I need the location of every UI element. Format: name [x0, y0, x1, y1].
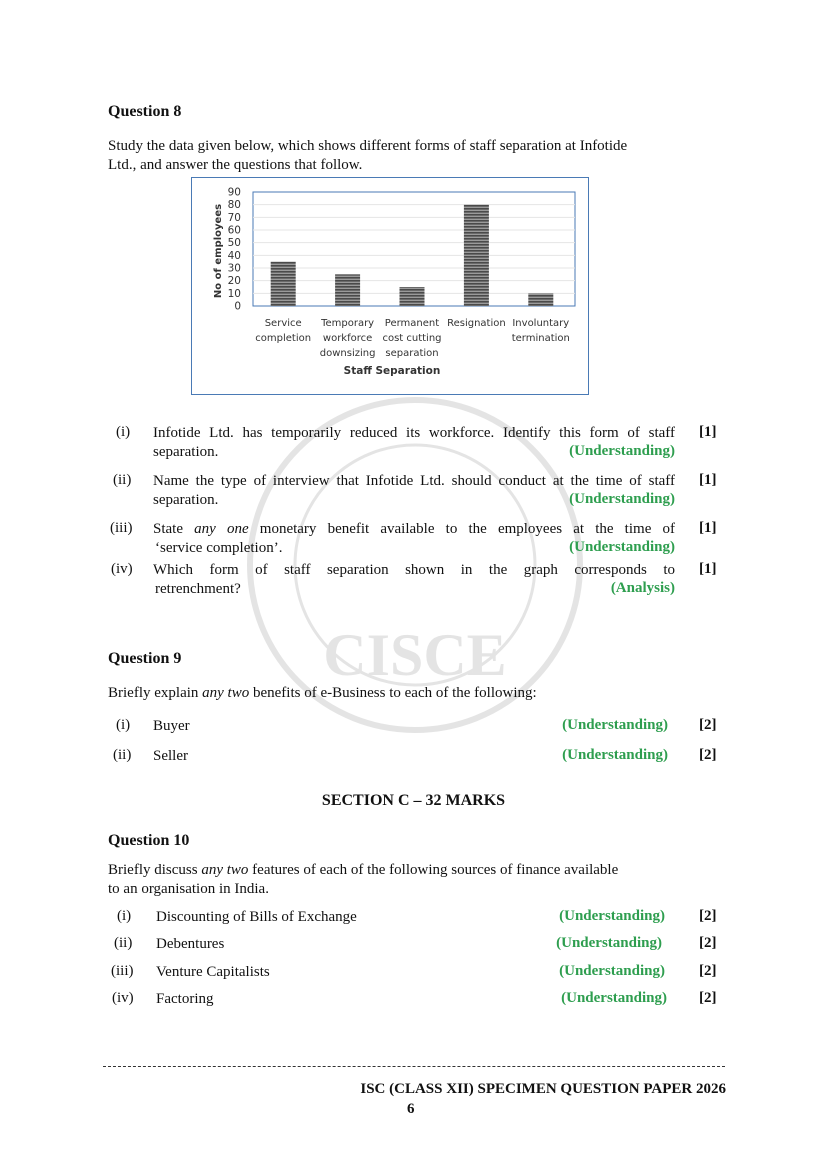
q10-intro-c: features of each of the following sources of finance available — [248, 862, 619, 878]
q10-item1-marks: [2] — [699, 908, 717, 924]
q8-item4-tag: (Analysis) — [610, 580, 675, 596]
chart-category-label-line: termination — [511, 333, 570, 344]
chart-category-label-line: completion — [255, 333, 312, 344]
q9-item1-tag: (Understanding) — [562, 717, 668, 733]
chart-svg — [192, 178, 588, 394]
q10-item1-number: (i) — [117, 908, 132, 924]
q8-item1-line1: Infotide Ltd. has temporarily reduced its workforce. Identify this form of staff — [153, 425, 675, 441]
q8-item1-tag: (Understanding) — [569, 443, 675, 459]
q8-item3-text-c: monetary benefit available to the employees at the time of — [248, 521, 675, 537]
chart-ytick-label: 10 — [227, 287, 241, 300]
chart-bar — [271, 262, 296, 306]
chart-category-label-line: downsizing — [319, 348, 376, 359]
q9-item2-marks: [2] — [699, 747, 717, 763]
chart-category-label — [512, 318, 570, 344]
chart-category-label-line: Involuntary — [512, 318, 570, 329]
chart-category-label-line: workforce — [322, 333, 373, 344]
page-number: 6 — [407, 1101, 415, 1117]
q9-heading: Question 9 — [108, 650, 182, 667]
q8-item3-number: (iii) — [110, 520, 133, 536]
q8-item1-marks: [1] — [699, 424, 717, 440]
chart-category-label — [447, 318, 506, 329]
q10-heading: Question 10 — [108, 832, 190, 849]
q10-item2-text: Debentures — [156, 936, 225, 952]
q10-intro-line2: to an organisation in India. — [108, 881, 269, 897]
section-c-heading: SECTION C – 32 MARKS — [321, 792, 506, 809]
q8-item2-number: (ii) — [113, 472, 132, 488]
q10-item4-tag: (Understanding) — [561, 990, 667, 1006]
chart-ytick-label: 40 — [227, 249, 241, 262]
chart-category-label-line: cost cutting — [382, 333, 442, 344]
q8-item2-marks: [1] — [699, 472, 717, 488]
q10-item4-number: (iv) — [112, 990, 134, 1006]
q10-intro-line1 — [108, 861, 618, 880]
chart-xlabel: Staff Separation — [343, 365, 441, 377]
q10-item3-tag: (Understanding) — [559, 963, 665, 979]
q8-item4-line2: retrenchment? — [155, 581, 241, 597]
q8-item4-marks: [1] — [699, 561, 717, 577]
chart-bar — [464, 205, 489, 306]
chart-ytick-label: 80 — [227, 199, 241, 212]
q8-item3-text-a: State — [153, 521, 195, 537]
q9-item1-marks: [2] — [699, 717, 717, 733]
watermark-text: CISCE — [323, 622, 507, 688]
q8-heading: Question 8 — [108, 103, 182, 120]
chart-category-label — [255, 318, 311, 344]
chart-bar — [400, 287, 425, 306]
chart-category-label — [320, 318, 376, 359]
q8-item1-line2: separation. — [153, 444, 219, 460]
q9-intro-emph: any two — [202, 685, 250, 701]
q10-item3-marks: [2] — [699, 963, 717, 979]
chart-category-label-line: separation — [385, 348, 439, 359]
q10-intro-a: Briefly discuss — [108, 862, 202, 878]
q9-item2-tag: (Understanding) — [562, 747, 668, 763]
chart-category-label-line: Resignation — [447, 318, 506, 329]
staff-separation-chart — [191, 177, 589, 395]
q8-item3-tag: (Understanding) — [569, 539, 675, 555]
q8-intro-line2: Ltd., and answer the questions that follow. — [108, 157, 363, 173]
q10-item4-marks: [2] — [699, 990, 717, 1006]
chart-ytick-label: 30 — [227, 262, 241, 275]
chart-ytick-label: 0 — [234, 300, 241, 313]
q8-item3-emph: any one — [194, 521, 249, 537]
chart-category-label-line: Temporary — [321, 318, 375, 329]
q10-intro-emph: any two — [201, 862, 249, 878]
q8-item2-tag: (Understanding) — [569, 491, 675, 507]
q9-intro-c: benefits of e-Business to each of the following: — [249, 685, 537, 701]
chart-ytick-label: 90 — [227, 186, 241, 199]
q9-item2-number: (ii) — [113, 747, 132, 763]
q10-item1-tag: (Understanding) — [559, 908, 665, 924]
chart-ytick-label: 60 — [227, 224, 241, 237]
q8-item4-line1: Which form of staff separation shown in the graph corresponds to — [153, 562, 675, 578]
footer-divider — [103, 1066, 725, 1067]
chart-ytick-label: 50 — [227, 237, 241, 250]
q9-item1-number: (i) — [116, 717, 131, 733]
q8-intro-line1: Study the data given below, which shows different forms of staff separation at Infotide — [108, 138, 628, 154]
q9-intro-a: Briefly explain — [108, 685, 203, 701]
q10-item1-text: Discounting of Bills of Exchange — [156, 909, 357, 925]
q9-item2-text: Seller — [153, 748, 188, 764]
q10-item2-tag: (Understanding) — [556, 935, 662, 951]
q8-item3-line2: ‘service completion’. — [155, 540, 283, 556]
chart-ytick-label: 70 — [227, 211, 241, 224]
q10-item2-number: (ii) — [114, 935, 133, 951]
q10-item3-number: (iii) — [111, 963, 134, 979]
chart-category-label-line: Service — [264, 318, 302, 329]
q8-item2-line2: separation. — [153, 492, 219, 508]
q8-item3-line1 — [153, 520, 675, 539]
footer-title: ISC (CLASS XII) SPECIMEN QUESTION PAPER 2026 — [360, 1081, 726, 1097]
q8-item4-number: (iv) — [111, 561, 133, 577]
q10-item2-marks: [2] — [699, 935, 717, 951]
q10-item4-text: Factoring — [156, 991, 214, 1007]
chart-bar — [528, 293, 553, 306]
chart-ylabel: No of employees — [213, 203, 224, 299]
chart-bar — [335, 274, 360, 306]
q9-item1-text: Buyer — [153, 718, 190, 734]
q8-item3-marks: [1] — [699, 520, 717, 536]
chart-category-label — [382, 318, 441, 359]
chart-category-label-line: Permanent — [384, 318, 440, 329]
chart-ytick-label: 20 — [227, 275, 241, 288]
q8-item2-line1: Name the type of interview that Infotide Ltd. should conduct at the time of staff — [153, 473, 675, 489]
q10-item3-text: Venture Capitalists — [156, 964, 270, 980]
q9-intro — [108, 684, 537, 703]
q8-item1-number: (i) — [116, 424, 131, 440]
